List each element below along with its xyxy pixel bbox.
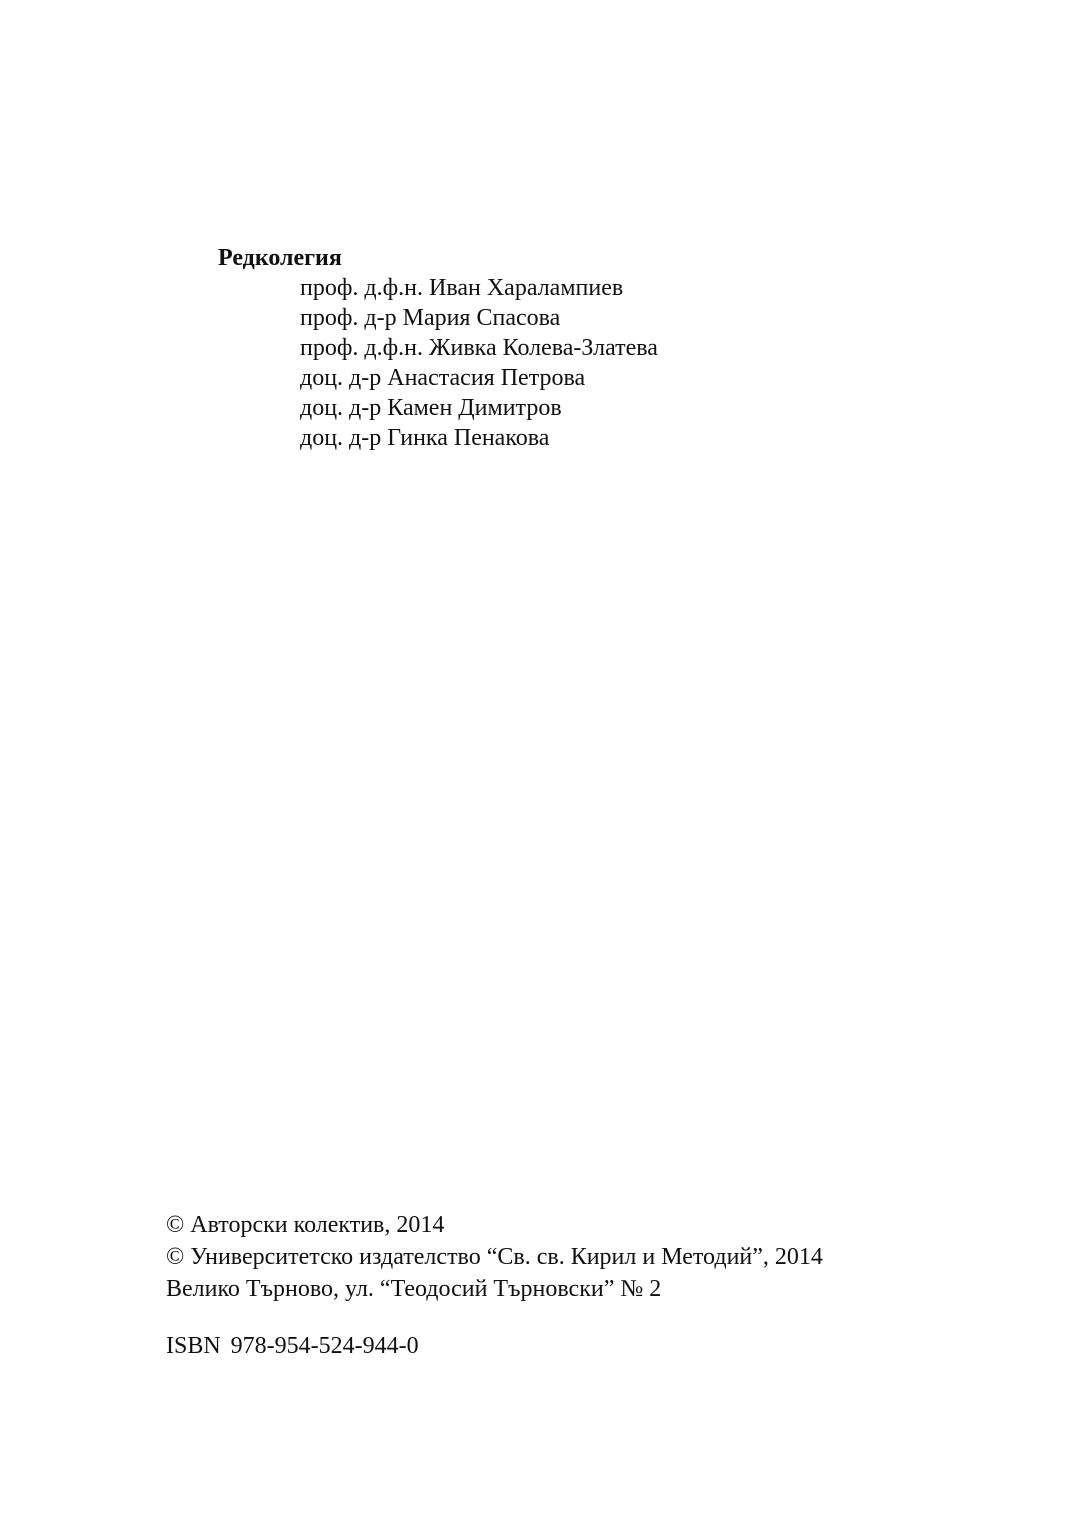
copyright-authors: © Авторски колектив, 2014 <box>166 1212 445 1238</box>
board-member: проф. д.ф.н. Живка Колева-Златева <box>300 335 658 361</box>
board-member: проф. д-р Мария Спасова <box>300 305 561 331</box>
imprint-block <box>166 1209 1016 1305</box>
board-member: доц. д-р Анастасия Петрова <box>300 365 586 391</box>
isbn: ISBN 978-954-524-944-0 <box>166 1333 419 1359</box>
editorial-board <box>218 243 918 453</box>
copyright-publisher: © Университетско издателство “Св. св. Кирил и Методий”, 2014 <box>166 1244 823 1270</box>
editorial-board-heading: Редколегия <box>218 245 342 271</box>
publisher-address: Велико Търново, ул. “Теодосий Търновски” № 2 <box>166 1276 662 1302</box>
board-member: доц. д-р Камен Димитров <box>300 395 562 421</box>
board-member: доц. д-р Гинка Пенакова <box>300 425 550 451</box>
board-member: проф. д.ф.н. Иван Харалампиев <box>300 275 624 301</box>
editorial-board-list <box>218 273 918 453</box>
